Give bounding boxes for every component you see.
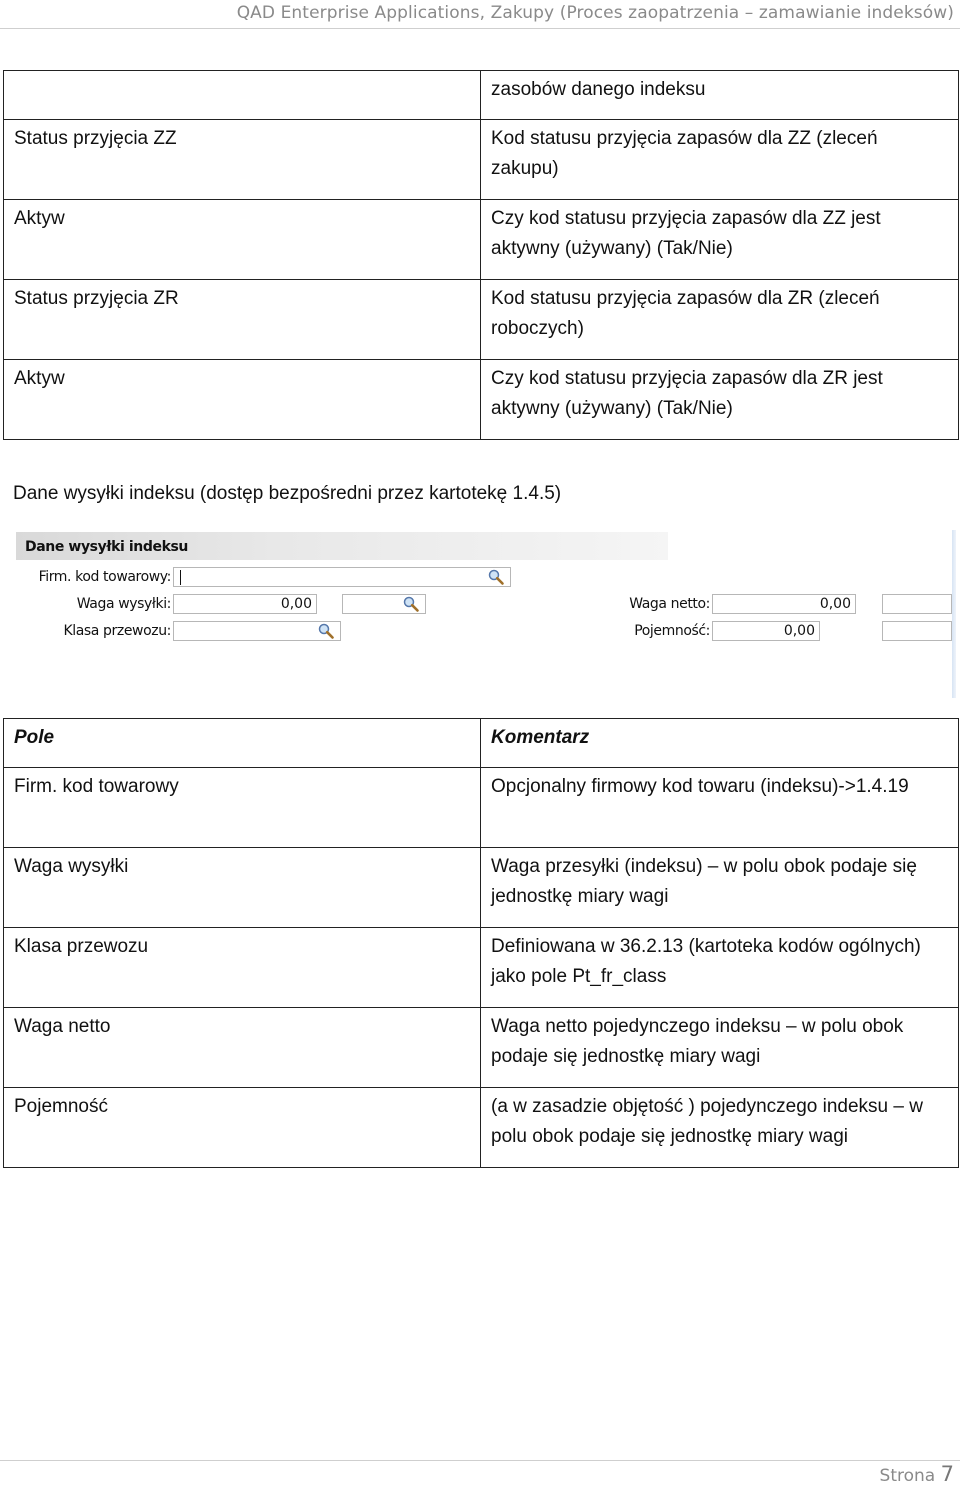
comment-cell: Kod statusu przyjęcia zapasów dla ZZ (zleceń zakupu) — [481, 120, 959, 200]
page-footer — [880, 1462, 954, 1486]
table-row — [4, 848, 959, 928]
table-row — [4, 120, 959, 200]
header-field: Pole — [4, 719, 481, 768]
magnifier-icon[interactable] — [402, 595, 420, 613]
field-cell: Firm. kod towarowy — [4, 768, 481, 848]
page-header: QAD Enterprise Applications, Zakupy (Proces zaopatrzenia – zamawianie indeksów) — [236, 3, 954, 23]
table-row — [4, 1008, 959, 1088]
field-cell: Waga netto — [4, 1008, 481, 1088]
table-row — [4, 928, 959, 1008]
pojemnosc-unit-input[interactable] — [882, 621, 952, 641]
form-title: Dane wysyłki indeksu — [25, 539, 188, 555]
form-title-bar — [16, 532, 668, 560]
waga-wysylki-input[interactable]: 0,00 — [173, 594, 317, 614]
table-header-row — [4, 719, 959, 768]
waga-netto-label: Waga netto: — [629, 596, 710, 612]
footer-label: Strona — [879, 1466, 936, 1486]
header-rule — [0, 28, 960, 29]
comment-cell: (a w zasadzie objętość ) pojedynczego indeksu – w polu obok podaje się jednostkę miary wagi — [481, 1088, 959, 1168]
table-row — [4, 71, 959, 120]
field-cell: Status przyjęcia ZR — [4, 280, 481, 360]
attributes-table-continued — [3, 70, 959, 440]
comment-cell: Waga przesyłki (indeksu) – w polu obok podaje się jednostkę miary wagi — [481, 848, 959, 928]
magnifier-icon[interactable] — [317, 622, 335, 640]
table-row — [4, 280, 959, 360]
field-cell: Waga wysyłki — [4, 848, 481, 928]
table-row — [4, 1088, 959, 1168]
firm-kod-input[interactable] — [173, 567, 511, 587]
field-cell: Aktyw — [4, 200, 481, 280]
page-number: 7 — [940, 1462, 954, 1486]
table-row — [4, 360, 959, 440]
field-cell: Pojemność — [4, 1088, 481, 1168]
firm-kod-label: Firm. kod towarowy: — [38, 569, 171, 585]
comment-cell: Czy kod statusu przyjęcia zapasów dla ZZ jest aktywny (używany) (Tak/Nie) — [481, 200, 959, 280]
field-cell: Aktyw — [4, 360, 481, 440]
waga-netto-input[interactable]: 0,00 — [712, 594, 856, 614]
comment-cell: Waga netto pojedynczego indeksu – w polu obok podaje się jednostkę miary wagi — [481, 1008, 959, 1088]
section-heading: Dane wysyłki indeksu (dostęp bezpośredni przez kartotekę 1.4.5) — [13, 483, 562, 504]
magnifier-icon[interactable] — [487, 568, 505, 586]
waga-wysylki-label: Waga wysyłki: — [76, 596, 171, 612]
shipping-data-form — [16, 530, 956, 698]
form-edge — [952, 530, 956, 698]
comment-cell: Czy kod statusu przyjęcia zapasów dla ZR jest aktywny (używany) (Tak/Nie) — [481, 360, 959, 440]
comment-cell: Opcjonalny firmowy kod towaru (indeksu)->1.4.19 — [481, 768, 959, 848]
pojemnosc-label: Pojemność: — [634, 623, 710, 639]
klasa-przewozu-input[interactable] — [173, 621, 341, 641]
field-cell: Klasa przewozu — [4, 928, 481, 1008]
waga-netto-unit-input[interactable] — [882, 594, 952, 614]
header-comment: Komentarz — [481, 719, 959, 768]
text-caret — [180, 570, 181, 585]
table-row — [4, 200, 959, 280]
pojemnosc-input[interactable]: 0,00 — [712, 621, 820, 641]
comment-cell: Definiowana w 36.2.13 (kartoteka kodów ogólnych) jako pole Pt_fr_class — [481, 928, 959, 1008]
comment-cell: Kod statusu przyjęcia zapasów dla ZR (zleceń roboczych) — [481, 280, 959, 360]
field-cell — [4, 71, 481, 120]
comment-cell: zasobów danego indeksu — [481, 71, 959, 120]
shipping-fields-table — [3, 718, 959, 1168]
klasa-przewozu-label: Klasa przewozu: — [63, 623, 171, 639]
footer-rule — [0, 1460, 960, 1461]
field-cell: Status przyjęcia ZZ — [4, 120, 481, 200]
table-row — [4, 768, 959, 848]
